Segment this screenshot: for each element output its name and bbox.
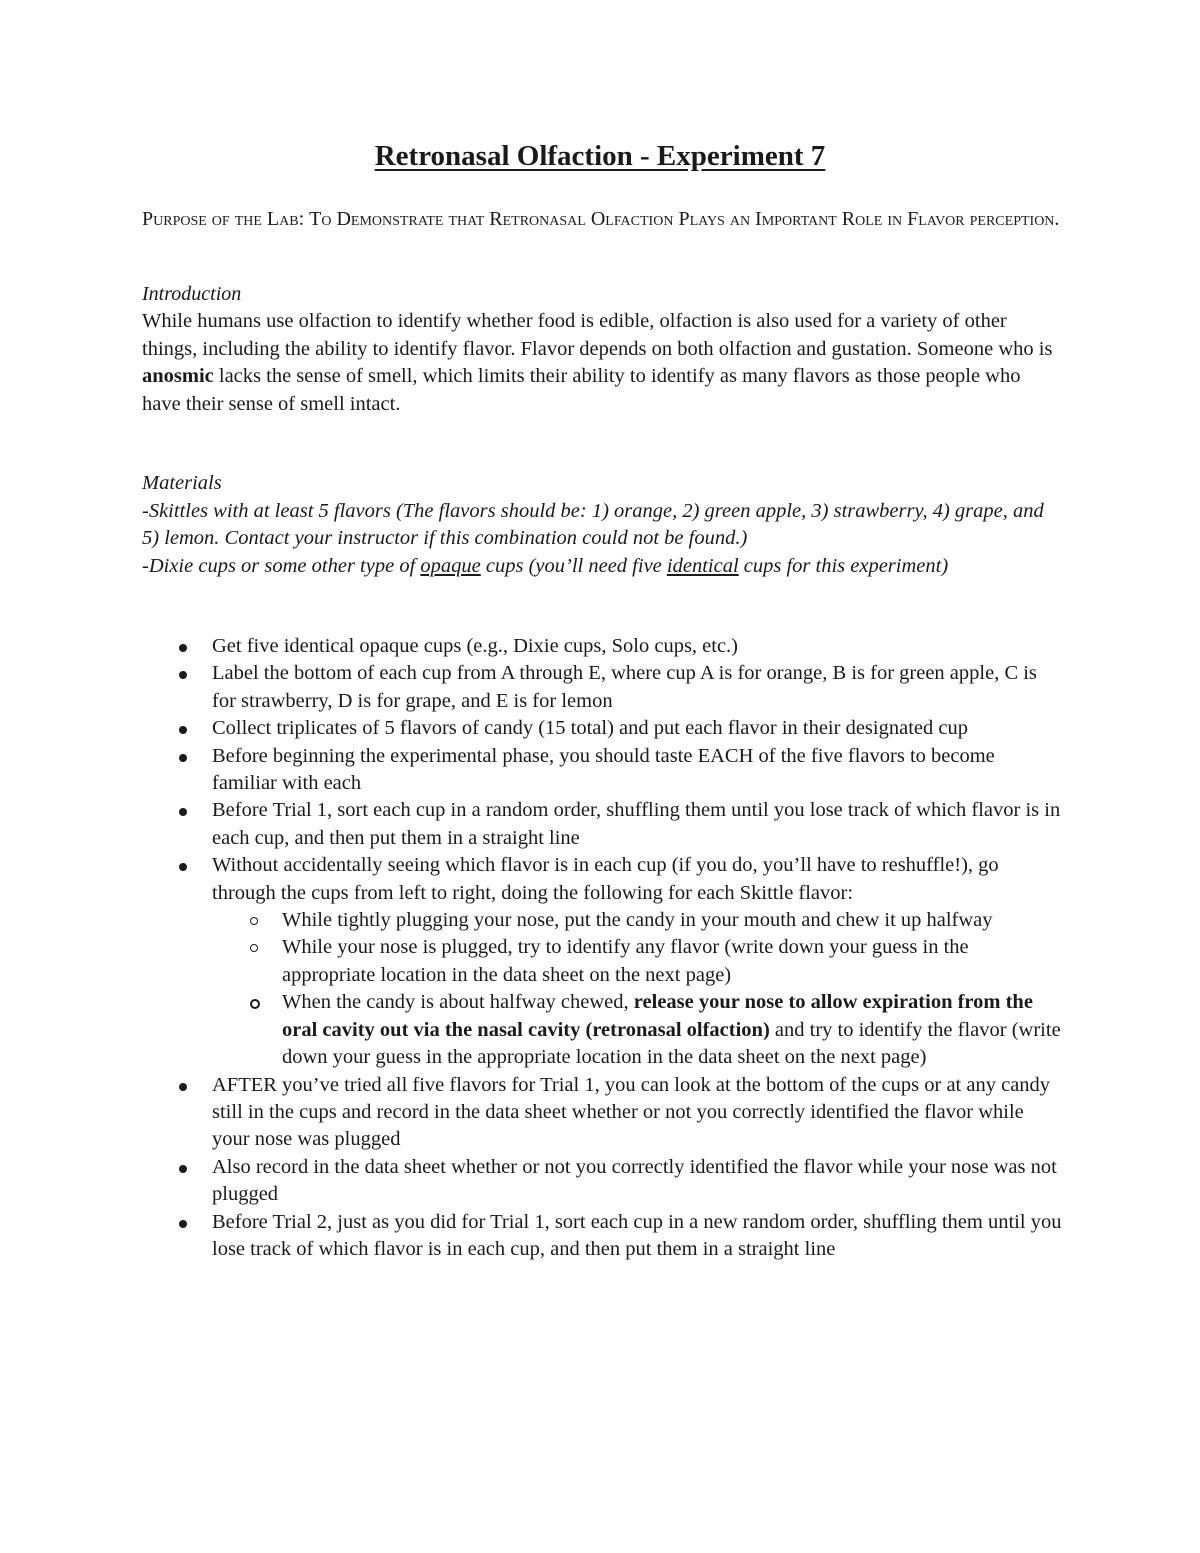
step-text: AFTER you’ve tried all five flavors for Trial 1, you can look at the bottom of the cups or at any candy still in the cups and record in the data sheet whether or not you correctly identified the flavor while your nose was plugged xyxy=(212,1073,1051,1151)
step-text: Label the bottom of each cup from A through E, where cup A is for orange, B is for green apple, C is for strawberry, D is for grape, and E is for lemon xyxy=(212,662,1037,712)
substep-list xyxy=(212,907,1062,1071)
purpose-statement: Purpose of the Lab: To Demonstrate that Retronasal Olfaction Plays an Important Role in Flavor perception. xyxy=(142,208,1060,230)
procedure-list xyxy=(142,633,1062,1263)
step-text: Before beginning the experimental phase, you should taste EACH of the five flavors to become familiar with each xyxy=(212,744,995,795)
materials-item-skittles: -Skittles with at least 5 flavors (The flavors should be: 1) orange, 2) green apple, 3) strawberry, 4) grape, and 5) lemon. Contact your instructor if this combination could not be found.) xyxy=(142,499,1044,550)
list-item xyxy=(142,743,1062,798)
list-item xyxy=(142,633,1062,660)
step-text: Before Trial 2, just as you did for Trial 1, sort each cup in a new random order, shuffling them until you lose track of which flavor is in each cup, and then put them in a straight line xyxy=(212,1210,1062,1260)
substep-text: When the candy is about halfway chewed, xyxy=(282,991,634,1014)
bullet-icon xyxy=(179,754,187,762)
step-text: Collect triplicates of 5 flavors of candy (15 total) and put each flavor in their designated cup xyxy=(212,717,968,740)
bullet-icon xyxy=(179,644,187,652)
bullet-icon xyxy=(179,1165,187,1173)
circle-bullet-icon xyxy=(250,999,260,1009)
cups-text-3: cups for this experiment) xyxy=(738,554,949,577)
substep-text: While tightly plugging your nose, put the candy in your mouth and chew it up halfway xyxy=(282,909,993,932)
step-text: Also record in the data sheet whether or not you correctly identified the flavor while your nose was not plugged xyxy=(212,1155,1057,1206)
bullet-icon xyxy=(179,863,187,871)
substep-item xyxy=(212,907,1062,934)
bullet-icon xyxy=(179,726,187,734)
materials-heading: Materials xyxy=(142,472,222,494)
purpose-text: To Demonstrate that Retronasal Olfaction Plays an Important Role in Flavor perception. xyxy=(309,208,1060,230)
step-text: Get five identical opaque cups (e.g., Dixie cups, Solo cups, etc.) xyxy=(212,635,739,657)
list-item xyxy=(142,1072,1062,1154)
list-item xyxy=(142,715,1062,742)
bullet-icon xyxy=(179,1083,187,1091)
step-text: Before Trial 1, sort each cup in a random order, shuffling them until you lose track of which flavor is in each cup, and then put them in a straight line xyxy=(212,799,1061,849)
circle-bullet-icon xyxy=(250,944,258,952)
substep-item xyxy=(212,989,1062,1071)
cups-text-1: -Dixie cups or some other type of xyxy=(142,554,421,577)
substep-text: While your nose is plugged, try to identify any flavor (write down your guess in the appropriate location in the data sheet on the next page) xyxy=(282,936,969,986)
introduction-heading: Introduction xyxy=(142,283,242,305)
intro-text-2: lacks the sense of smell, which limits their ability to identify as many flavors as those people who have their sense of smell intact. xyxy=(142,365,1021,415)
intro-text-1: While humans use olfaction to identify whether food is edible, olfaction is also used for a variety of other things, including the ability to identify flavor. Flavor depends on both olfaction and gustation. Someone who is xyxy=(142,310,1053,360)
bullet-icon xyxy=(179,808,187,816)
materials-section xyxy=(142,470,1062,580)
substep-text: and try to identify the flavor (write down your guess in the appropriate location in the data sheet on the next page) xyxy=(282,1018,1061,1069)
intro-bold-term: anosmic xyxy=(142,365,214,388)
materials-item-cups xyxy=(142,553,1062,581)
document-title: Retronasal Olfaction - Experiment 7 xyxy=(374,140,826,172)
introduction-paragraph xyxy=(142,308,1062,418)
list-item xyxy=(142,797,1062,852)
list-item xyxy=(142,852,1062,1071)
list-item xyxy=(142,1209,1062,1264)
step-text: Without accidentally seeing which flavor is in each cup (if you do, you’ll have to reshuffle!), go through the cups from left to right, doing the following for each Skittle flavor: xyxy=(212,854,999,904)
cups-text-2: cups (you’ll need five xyxy=(480,554,667,577)
purpose-label: Purpose of the Lab xyxy=(142,208,299,230)
circle-bullet-icon xyxy=(250,917,258,925)
substep-item xyxy=(212,934,1062,989)
substep-bold-text: release your nose to allow expiration from the oral cavity out via the nasal cavity (retronasal olfaction) xyxy=(282,991,1033,1041)
bullet-icon xyxy=(179,1220,187,1228)
bullet-icon xyxy=(179,671,187,679)
list-item xyxy=(142,1154,1062,1209)
cups-underline-identical: identical xyxy=(666,554,739,577)
cups-underline-opaque: opaque xyxy=(420,554,481,577)
list-item xyxy=(142,660,1062,715)
